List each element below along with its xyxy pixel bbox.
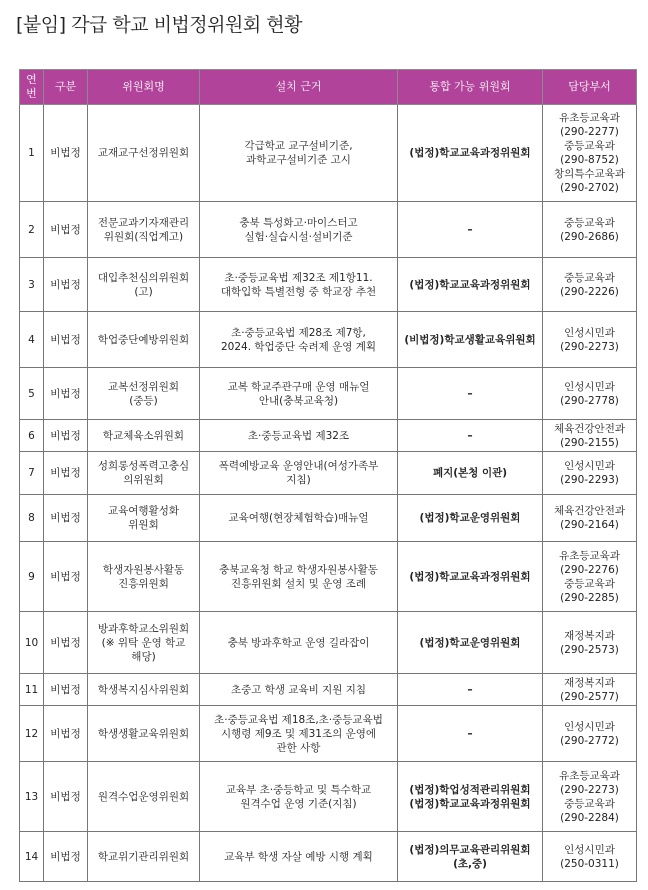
cell-basis: 폭력예방교육 운영안내(여성가족부 지침) [200,452,398,495]
cell-basis: 각급학교 교구설비기준, 과학교구설비기준 고시 [200,105,398,202]
cell-dept: 중등교육과 (290-2226) [543,258,637,312]
cell-no: 14 [20,832,44,882]
cell-dept: 재정복지과 (290-2573) [543,612,637,674]
cell-merge: (법정)학교운영위원회 [398,612,543,674]
cell-committee: 방과후학교소위원회 (※ 위탁 운영 학교 해당) [88,612,200,674]
cell-basis: 교복 학교주관구매 운영 매뉴얼 안내(충북교육청) [200,368,398,420]
cell-merge: 폐지(본청 이관) [398,452,543,495]
cell-dept: 중등교육과 (290-2686) [543,202,637,258]
cell-committee: 원격수업운영위원회 [88,762,200,832]
cell-committee: 학교체육소위원회 [88,420,200,452]
cell-type: 비법정 [44,542,88,612]
table-row [20,674,637,706]
cell-basis: 초·중등교육법 제32조 [200,420,398,452]
table-row [20,542,637,612]
cell-dept: 유초등교육과 (290-2277) 중등교육과 (290-8752) 창의특수교육과 (290-2702) [543,105,637,202]
cell-type: 비법정 [44,202,88,258]
table-header-row [20,70,637,105]
cell-basis: 초·중등교육법 제28조 제7항, 2024. 학업중단 숙려제 운영 계획 [200,312,398,368]
cell-basis: 교육부 초·중등학교 및 특수학교 원격수업 운영 기준(지침) [200,762,398,832]
cell-no: 12 [20,706,44,762]
table-row [20,420,637,452]
cell-no: 3 [20,258,44,312]
table-row [20,312,637,368]
cell-no: 4 [20,312,44,368]
cell-dept: 인성시민과 (290-2778) [543,368,637,420]
cell-dept: 재정복지과 (290-2577) [543,674,637,706]
cell-basis: 충북 특성화고·마이스터고 실험·실습시설·설비기준 [200,202,398,258]
header-no: 연번 [20,70,44,105]
cell-merge: – [398,368,543,420]
cell-type: 비법정 [44,420,88,452]
cell-dept: 인성시민과 (290-2293) [543,452,637,495]
table-row [20,495,637,542]
cell-committee: 학생자원봉사활동 진흥위원회 [88,542,200,612]
cell-merge: (법정)의무교육관리위원회 (초,중) [398,832,543,882]
table-row [20,368,637,420]
cell-committee: 학업중단예방위원회 [88,312,200,368]
cell-basis: 교육여행(현장체험학습)매뉴얼 [200,495,398,542]
cell-type: 비법정 [44,612,88,674]
cell-committee: 교복선정위원회 (중등) [88,368,200,420]
cell-committee: 대입추천심의위원회 (고) [88,258,200,312]
cell-dept: 유초등교육과 (290-2276) 중등교육과 (290-2285) [543,542,637,612]
cell-no: 8 [20,495,44,542]
header-merge: 통합 가능 위원회 [398,70,543,105]
cell-type: 비법정 [44,762,88,832]
cell-merge: (법정)학교교육과정위원회 [398,542,543,612]
cell-committee: 학생복지심사위원회 [88,674,200,706]
header-committee: 위원회명 [88,70,200,105]
cell-type: 비법정 [44,258,88,312]
table-row [20,105,637,202]
cell-merge: (법정)학교교육과정위원회 [398,105,543,202]
table-row [20,832,637,882]
table-row [20,706,637,762]
cell-dept: 인성시민과 (290-2772) [543,706,637,762]
cell-no: 2 [20,202,44,258]
table-row [20,202,637,258]
cell-merge: (법정)학교교육과정위원회 [398,258,543,312]
page-title: [붙임] 각급 학교 비법정위원회 현황 [16,14,302,36]
cell-merge: (비법정)학교생활교육위원회 [398,312,543,368]
cell-no: 6 [20,420,44,452]
cell-no: 10 [20,612,44,674]
table-row [20,452,637,495]
cell-merge: (법정)학교운영위원회 [398,495,543,542]
cell-committee: 교재교구선정위원회 [88,105,200,202]
cell-dept: 체육건강안전과 (290-2164) [543,495,637,542]
cell-no: 7 [20,452,44,495]
cell-merge: – [398,706,543,762]
cell-no: 5 [20,368,44,420]
cell-basis: 충북교육청 학교 학생자원봉사활동 진흥위원회 설치 및 운영 조례 [200,542,398,612]
cell-committee: 전문교과기자재관리 위원회(직업계고) [88,202,200,258]
cell-committee: 성희롱성폭력고충심 의위원회 [88,452,200,495]
cell-merge: – [398,674,543,706]
cell-committee: 교육여행활성화 위원회 [88,495,200,542]
cell-dept: 유초등교육과 (290-2273) 중등교육과 (290-2284) [543,762,637,832]
cell-type: 비법정 [44,368,88,420]
cell-type: 비법정 [44,706,88,762]
table-row [20,762,637,832]
cell-committee: 학교위기관리위원회 [88,832,200,882]
cell-no: 13 [20,762,44,832]
cell-type: 비법정 [44,495,88,542]
cell-type: 비법정 [44,832,88,882]
cell-dept: 인성시민과 (250-0311) [543,832,637,882]
cell-basis: 교육부 학생 자살 예방 시행 계획 [200,832,398,882]
cell-no: 11 [20,674,44,706]
cell-basis: 초·중등교육법 제32조 제1항11. 대학입학 특별전형 중 학교장 추천 [200,258,398,312]
cell-type: 비법정 [44,105,88,202]
cell-committee: 학생생활교육위원회 [88,706,200,762]
cell-type: 비법정 [44,452,88,495]
cell-dept: 체육건강안전과 (290-2155) [543,420,637,452]
cell-no: 1 [20,105,44,202]
header-dept: 담당부서 [543,70,637,105]
table-row [20,612,637,674]
committee-table [19,69,637,882]
header-type: 구분 [44,70,88,105]
committee-table-wrap [19,69,636,882]
cell-basis: 충북 방과후학교 운영 길라잡이 [200,612,398,674]
header-basis: 설치 근거 [200,70,398,105]
cell-merge: – [398,420,543,452]
cell-merge: – [398,202,543,258]
cell-type: 비법정 [44,674,88,706]
table-row [20,258,637,312]
cell-no: 9 [20,542,44,612]
cell-basis: 초중고 학생 교육비 지원 지침 [200,674,398,706]
cell-merge: (법정)학업성적관리위원회 (법정)학교교육과정위원회 [398,762,543,832]
cell-basis: 초·중등교육법 제18조,초·중등교육법 시행령 제9조 및 제31조의 운영에 관한 사항 [200,706,398,762]
cell-type: 비법정 [44,312,88,368]
cell-dept: 인성시민과 (290-2273) [543,312,637,368]
